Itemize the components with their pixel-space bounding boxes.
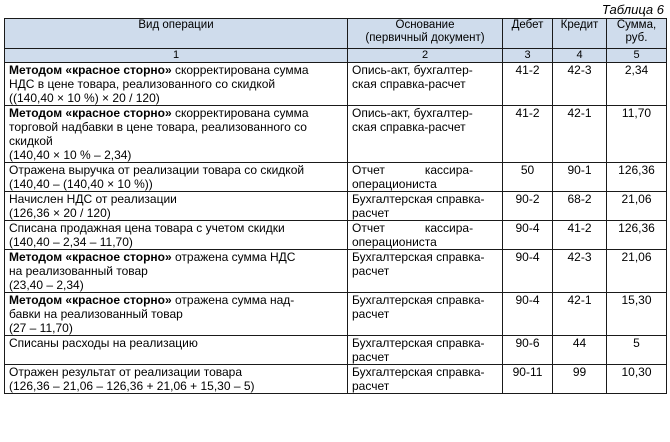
table-row [5, 63, 667, 106]
credit-cell: 42-1 [553, 106, 607, 163]
basis-line: Бухгалтерская справка- [352, 250, 485, 264]
basis-line: Отчет кассира- [352, 163, 474, 177]
operation-text: скорректирована сумма [171, 63, 309, 77]
credit-cell: 44 [553, 336, 607, 365]
basis-cell [348, 336, 503, 365]
table-row [5, 250, 667, 293]
credit-cell: 42-1 [553, 293, 607, 336]
header-credit: Кредит [553, 19, 607, 49]
operation-line [9, 206, 343, 220]
operation-text: на реализованный товар [9, 264, 148, 278]
basis-cell [348, 106, 503, 163]
operation-line [9, 177, 343, 191]
basis-cell [348, 293, 503, 336]
debit-cell: 90-2 [503, 192, 553, 221]
header-sum [607, 19, 667, 49]
sum-cell: 15,30 [607, 293, 667, 336]
operation-line [9, 278, 343, 292]
basis-line: Бухгалтерская справка- [352, 293, 485, 307]
operation-cell [5, 63, 348, 106]
operation-line [9, 250, 343, 264]
table-row [5, 106, 667, 163]
operation-text: (140,40 – 2,34 – 11,70) [9, 235, 133, 249]
operation-text: отражена сумма над- [171, 293, 295, 307]
operation-text: отражена сумма НДС [171, 250, 296, 264]
debit-cell: 90-11 [503, 365, 553, 394]
operation-line [9, 63, 343, 77]
operation-text: Списана продажная цена товара с учетом скидки [9, 221, 285, 235]
table-row [5, 336, 667, 365]
header-debit: Дебет [503, 19, 553, 49]
accounting-entries-table [4, 18, 667, 394]
operation-line [9, 321, 343, 335]
header-basis [348, 19, 503, 49]
column-number-row [5, 49, 667, 63]
operation-text: скидкой [9, 134, 53, 148]
table-row [5, 293, 667, 336]
operation-line [9, 307, 343, 321]
basis-line: расчет [352, 307, 390, 321]
table-caption: Таблица 6 [601, 2, 664, 17]
operation-text: (140,40 – (140,40 × 10 %)) [9, 177, 153, 191]
operation-line [9, 163, 343, 177]
header-row [5, 19, 667, 49]
operation-cell [5, 293, 348, 336]
column-number: 5 [607, 49, 667, 63]
basis-line: операциониста [352, 235, 437, 249]
table-row [5, 192, 667, 221]
table-row [5, 163, 667, 192]
operation-line [9, 91, 343, 105]
operation-text: (126,36 × 20 / 120) [9, 206, 111, 220]
sum-cell: 21,06 [607, 250, 667, 293]
red-storno-label: Методом «красное сторно» [9, 293, 172, 307]
credit-cell: 42-3 [553, 63, 607, 106]
basis-line: Бухгалтерская справка- [352, 365, 485, 379]
operation-line [9, 106, 343, 120]
basis-cell [348, 365, 503, 394]
operation-line [9, 336, 343, 350]
credit-cell: 90-1 [553, 163, 607, 192]
red-storno-label: Методом «красное сторно» [9, 250, 172, 264]
operation-line [9, 120, 343, 134]
credit-cell: 99 [553, 365, 607, 394]
basis-line: Отчет кассира- [352, 221, 474, 235]
basis-cell [348, 221, 503, 250]
operation-text: Списаны расходы на реализацию [9, 336, 198, 350]
header-sum-text: Сумма, руб. [616, 19, 657, 44]
operation-cell [5, 336, 348, 365]
red-storno-label: Методом «красное сторно» [9, 106, 172, 120]
column-number: 1 [5, 49, 348, 63]
operation-cell [5, 250, 348, 293]
credit-cell: 68-2 [553, 192, 607, 221]
operation-cell [5, 221, 348, 250]
basis-cell [348, 163, 503, 192]
basis-line: Бухгалтерская справка- [352, 192, 485, 206]
table-row [5, 365, 667, 394]
basis-line: расчет [352, 264, 390, 278]
debit-cell: 90-4 [503, 293, 553, 336]
header-basis-text: Основание (первичный документ) [365, 19, 485, 44]
operation-line [9, 293, 343, 307]
basis-line: операциониста [352, 177, 437, 191]
sum-cell: 126,36 [607, 163, 667, 192]
basis-line: ская справка-расчет [352, 77, 466, 91]
debit-cell: 90-4 [503, 250, 553, 293]
operation-text: Начислен НДС от реализации [9, 192, 177, 206]
basis-line: расчет [352, 206, 390, 220]
operation-cell [5, 106, 348, 163]
sum-cell: 126,36 [607, 221, 667, 250]
sum-cell: 10,30 [607, 365, 667, 394]
debit-cell: 41-2 [503, 106, 553, 163]
operation-cell [5, 365, 348, 394]
operation-line [9, 77, 343, 91]
sum-cell: 21,06 [607, 192, 667, 221]
credit-cell: 41-2 [553, 221, 607, 250]
debit-cell: 90-4 [503, 221, 553, 250]
operation-line [9, 192, 343, 206]
basis-line: Бухгалтерская справка- [352, 336, 485, 350]
operation-text: Отражен результат от реализации товара [9, 365, 242, 379]
basis-cell [348, 192, 503, 221]
debit-cell: 90-6 [503, 336, 553, 365]
basis-cell [348, 250, 503, 293]
basis-line: расчет [352, 350, 390, 364]
column-number: 3 [503, 49, 553, 63]
basis-line: ская справка-расчет [352, 120, 466, 134]
debit-cell: 50 [503, 163, 553, 192]
operation-text: ((140,40 × 10 %) × 20 / 120) [9, 91, 160, 105]
basis-line: Опись-акт, бухгалтер- [352, 63, 473, 77]
column-number: 2 [348, 49, 503, 63]
basis-line: расчет [352, 379, 390, 393]
operation-line [9, 148, 343, 162]
operation-text: торговой надбавки в цене товара, реализованного со [9, 120, 307, 134]
operation-text: бавки на реализованный товар [9, 307, 183, 321]
operation-text: (23,40 – 2,34) [9, 278, 84, 292]
basis-line: Опись-акт, бухгалтер- [352, 106, 473, 120]
operation-line [9, 134, 343, 148]
operation-text: Отражена выручка от реализации товара со скидкой [9, 163, 305, 177]
operation-cell [5, 192, 348, 221]
column-number: 4 [553, 49, 607, 63]
operation-text: (126,36 – 21,06 – 126,36 + 21,06 + 15,30 – 5) [9, 379, 255, 393]
operation-line [9, 365, 343, 379]
operation-line [9, 379, 343, 393]
header-operation: Вид операции [5, 19, 348, 49]
operation-cell [5, 163, 348, 192]
operation-text: (140,40 × 10 % – 2,34) [9, 148, 132, 162]
table-row [5, 221, 667, 250]
operation-line [9, 235, 343, 249]
sum-cell: 2,34 [607, 63, 667, 106]
table-body [5, 63, 667, 394]
credit-cell: 42-3 [553, 250, 607, 293]
basis-cell [348, 63, 503, 106]
operation-line [9, 264, 343, 278]
debit-cell: 41-2 [503, 63, 553, 106]
operation-text: НДС в цене товара, реализованного со скидкой [9, 77, 276, 91]
operation-text: (27 – 11,70) [9, 321, 73, 335]
operation-text: скорректирована сумма [171, 106, 309, 120]
operation-line [9, 221, 343, 235]
sum-cell: 11,70 [607, 106, 667, 163]
sum-cell: 5 [607, 336, 667, 365]
red-storno-label: Методом «красное сторно» [9, 63, 172, 77]
